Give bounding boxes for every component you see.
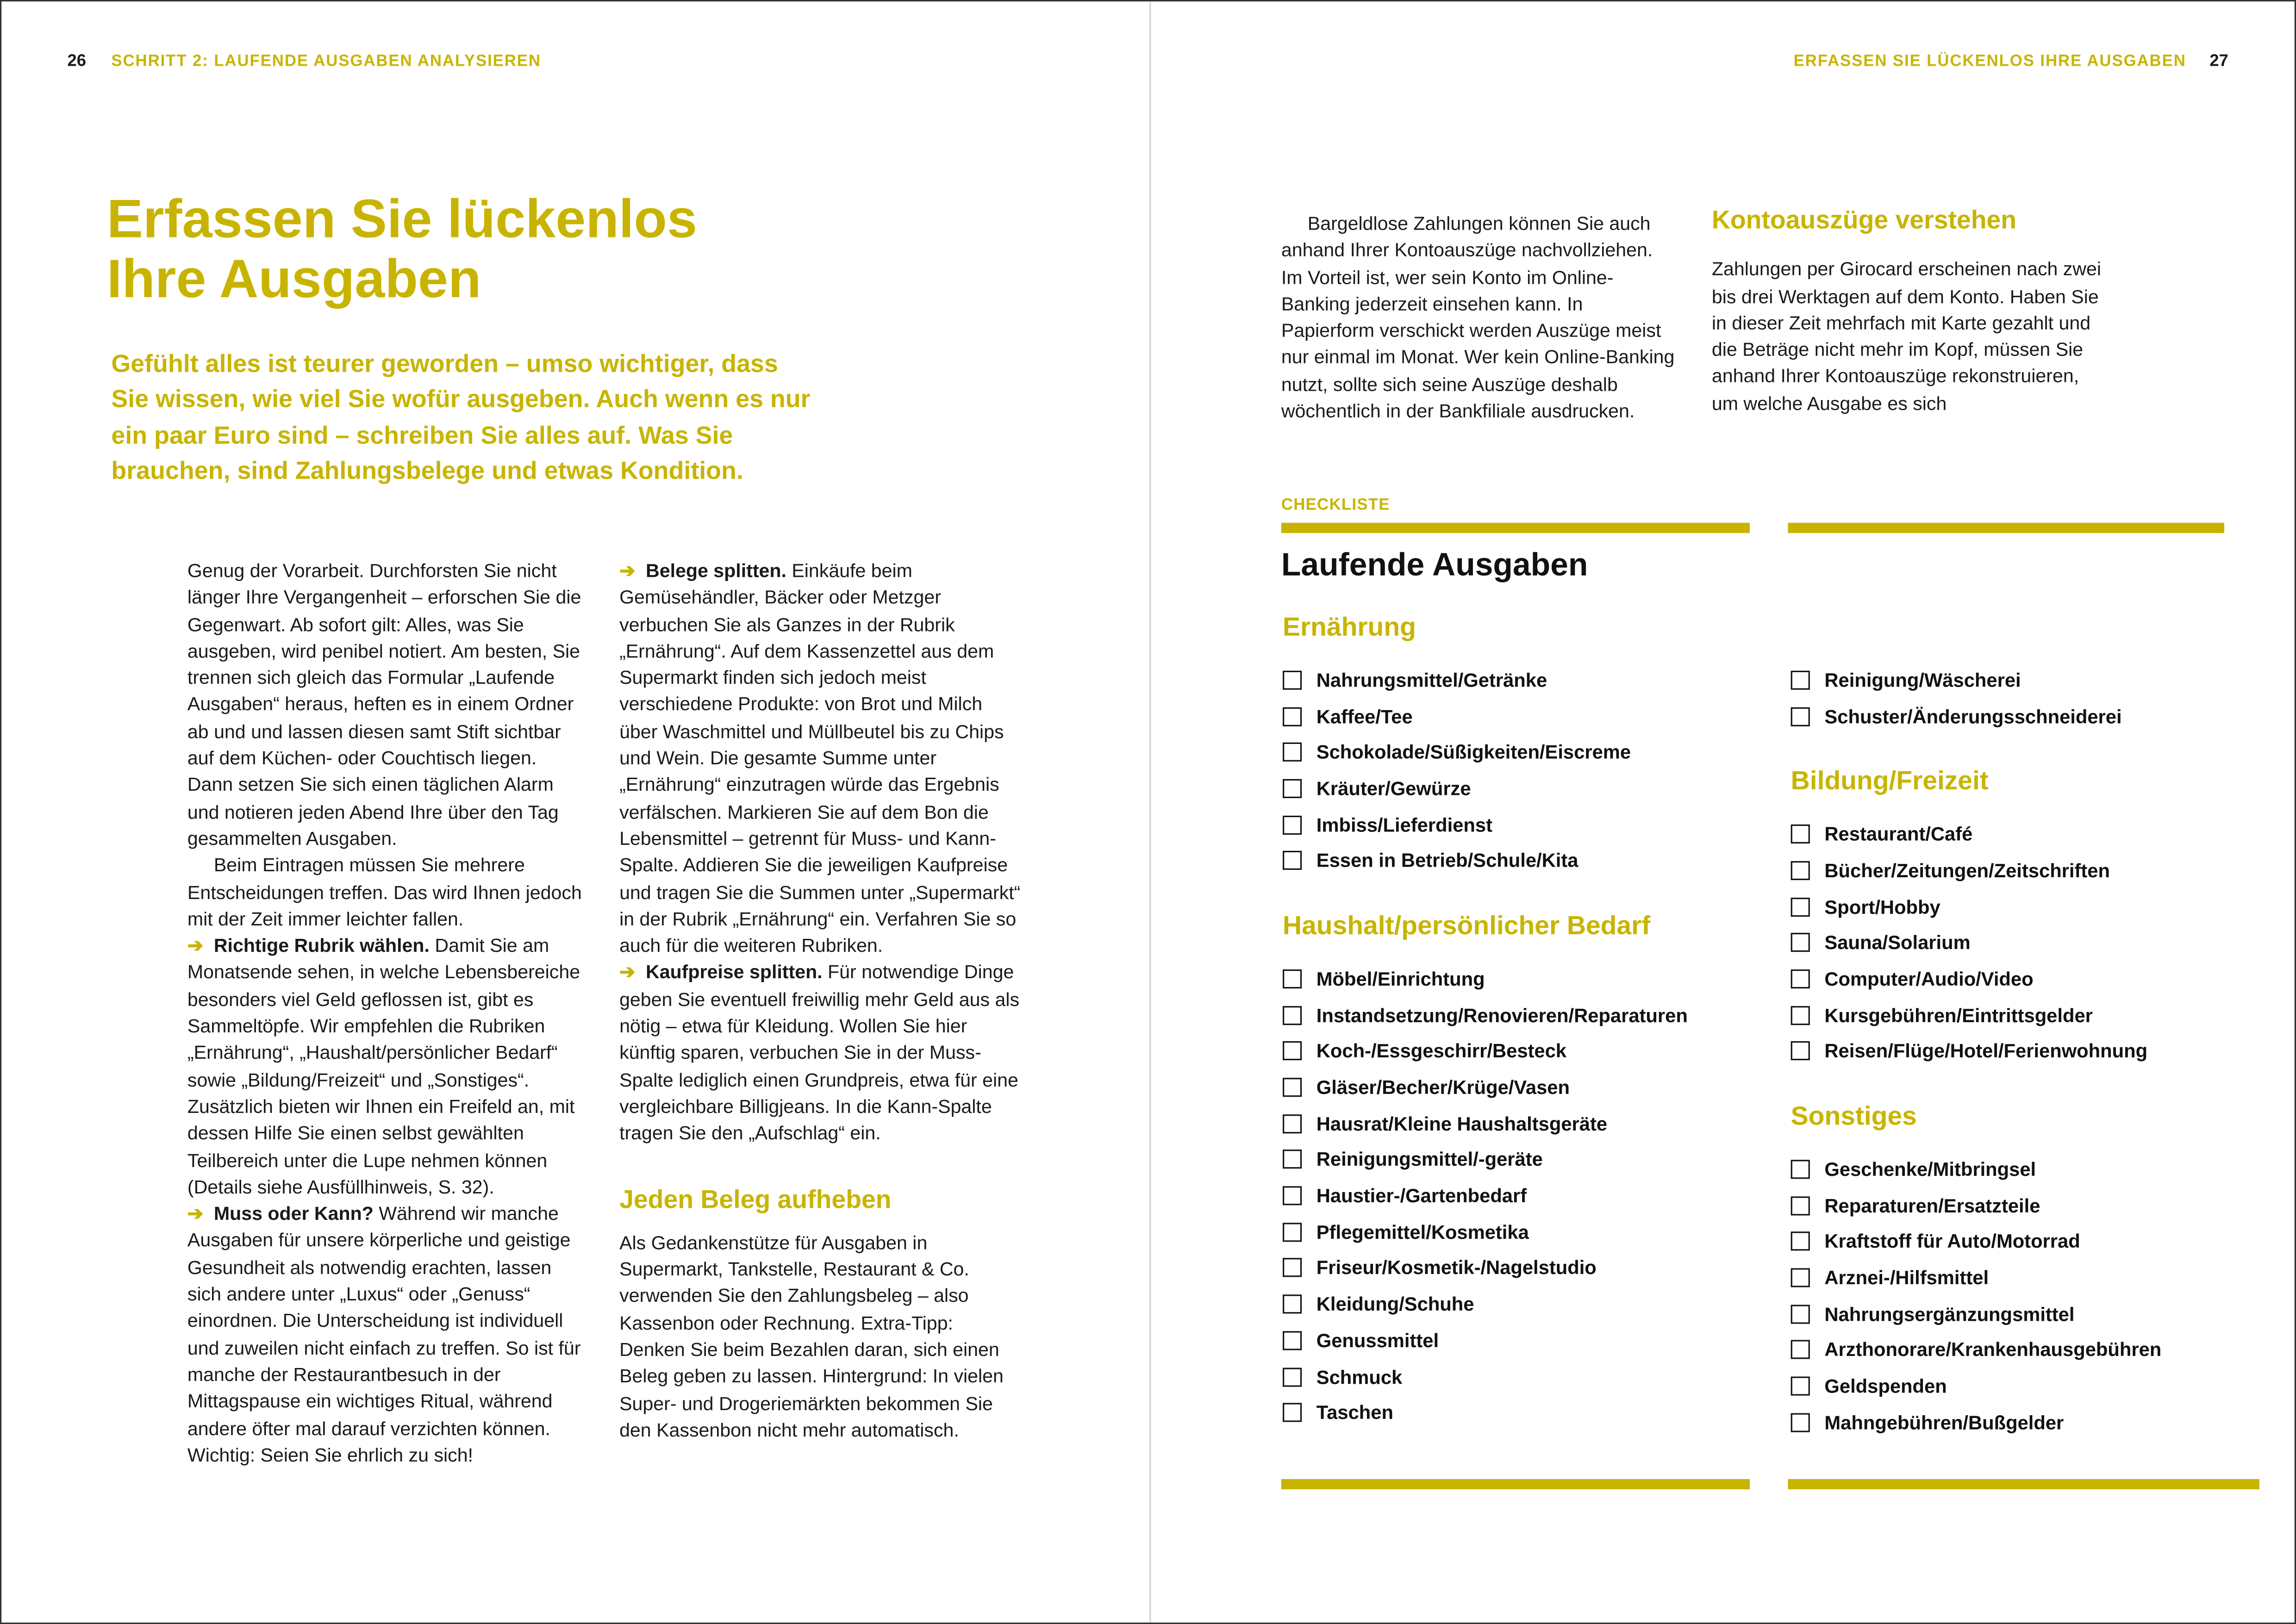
checkbox[interactable] — [1791, 1305, 1810, 1324]
checkbox[interactable] — [1791, 1160, 1810, 1179]
checklist-item-label: Schuster/Änderungsschneiderei — [1824, 705, 2122, 727]
checklist-item-label: Nahrungsergänzungsmittel — [1824, 1303, 2075, 1325]
checklist-item-label: Nahrungsmittel/Getränke — [1316, 669, 1547, 691]
checkbox[interactable] — [1791, 670, 1810, 689]
checklist-item[interactable] — [1283, 1359, 1751, 1395]
checklist-right-column — [1791, 662, 2259, 1473]
checklist-item[interactable] — [1791, 698, 2259, 734]
bullet-text: Für notwendige Dinge geben Sie eventuell freiwillig mehr Geld aus als nötig – etwa für Kleidung. Wollen Sie hier künftig sparen, verbuchen Sie in der Muss-Spalte lediglich einen Grundpreis, etwa für eine vergleichbare Billigjeans. In die Kann-Spalte tragen Sie den „Aufschlag“ ein. — [619, 961, 1020, 1144]
checklist-item-label: Kräuter/Gewürze — [1316, 777, 1471, 800]
checklist-item-label: Arzthonorare/Krankenhausgebühren — [1824, 1339, 2162, 1362]
checklist-item[interactable] — [1791, 1033, 2259, 1069]
checklist-item-label: Restaurant/Café — [1824, 823, 1973, 845]
checklist-item[interactable] — [1283, 662, 1751, 698]
left-column-1 — [187, 558, 586, 1469]
lead-paragraph: Gefühlt alles ist teurer geworden – umso wichtiger, dass Sie wissen, wie viel Sie wofür ausgeben. Auch wenn es nur ein paar Euro sind – schreiben Sie alles auf. Was Sie brauchen, sind Zahlungsbelege und etwas Kondition. — [111, 350, 811, 485]
checkbox[interactable] — [1283, 815, 1302, 834]
running-head-left: SCHRITT 2: LAUFENDE AUSGABEN ANALYSIEREN — [111, 52, 541, 70]
checkbox[interactable] — [1283, 1042, 1302, 1061]
checklist-item-label: Koch-/Essgeschirr/Besteck — [1316, 1040, 1567, 1062]
checklist-group — [1791, 662, 2259, 734]
checklist-item-label: Geldspenden — [1824, 1375, 1947, 1398]
bullet-bold: Kaufpreise splitten. — [646, 961, 823, 983]
arrow-right-icon: ➔ — [619, 559, 636, 581]
bullet-text: Während wir manche Ausgaben für unsere körperliche und geistige Gesundheit als notwendig erachten, lassen sich andere unter „Luxus“ oder „Genuss“ einordnen. Die Unterscheidung ist individuell und zuweilen nicht einfach zu treffen. So ist für manche der Restaurantbesuch in der Mittagspause ein wichtiges Ritual, während andere öfter mal darauf verzichten können. Wichtig: Seien Sie ehrlich zu sich! — [187, 1202, 581, 1466]
checklist-item-label: Möbel/Einrichtung — [1316, 968, 1485, 990]
bullet-muss-oder-kann — [187, 1201, 586, 1469]
bullet-richtige-rubrik — [187, 933, 586, 1201]
checklist-item-label: Pflegemittel/Kosmetika — [1316, 1221, 1529, 1243]
checklist-group — [1283, 911, 1751, 1431]
checkbox[interactable] — [1791, 1413, 1810, 1432]
checklist-item[interactable] — [1791, 1224, 2259, 1260]
bullet-text: Damit Sie am Monatsende sehen, in welche Lebensbereiche besonders viel Geld geflossen ist, gibt es Sammeltöpfe. Wir empfehlen die Rubriken „Ernährung“, „Haushalt/persönlicher Bedarf“ sowie „Bildung/Freizeit“ und „Sonstiges“. Zusätzlich bieten wir Ihnen ein Freifeld an, mit dessen Hilfe Sie einen selbst gewählten Teilbereich unter die Lupe nehmen können (Details siehe Ausfüllhinweis, S. 32). — [187, 934, 580, 1198]
arrow-right-icon: ➔ — [187, 1202, 204, 1224]
checklist-category: Ernährung — [1283, 612, 1416, 642]
checklist-item-label: Sauna/Solarium — [1824, 931, 1971, 954]
checklist-item-label: Instandsetzung/Renovieren/Reparaturen — [1316, 1004, 1688, 1026]
checkbox[interactable] — [1283, 1078, 1302, 1097]
checklist-item[interactable] — [1283, 1286, 1751, 1322]
checklist-item-label: Sport/Hobby — [1824, 895, 1940, 918]
checkbox[interactable] — [1791, 969, 1810, 988]
checkbox[interactable] — [1791, 897, 1810, 916]
checkbox[interactable] — [1791, 1042, 1810, 1061]
checklist-item-label: Gläser/Becher/Krüge/Vasen — [1316, 1076, 1570, 1099]
checklist-item-label: Schokolade/Süßigkeiten/Eiscreme — [1316, 741, 1631, 763]
checklist-item[interactable] — [1283, 1033, 1751, 1069]
checkbox[interactable] — [1791, 933, 1810, 952]
bullet-kaufpreise-splitten — [619, 960, 1023, 1147]
checklist-item-label: Bücher/Zeitungen/Zeitschriften — [1824, 859, 2110, 881]
checkbox[interactable] — [1791, 1341, 1810, 1360]
checklist-item[interactable] — [1791, 888, 2259, 924]
checklist-group — [1283, 612, 1751, 879]
checklist-item[interactable] — [1791, 924, 2259, 961]
paragraph: Genug der Vorarbeit. Durchforsten Sie nicht länger Ihre Vergangenheit – erforschen Sie die Gegenwart. Ab sofort gilt: Alles, was Sie ausgeben, wird penibel notiert. Am besten, Sie trennen sich gleich das Formular „Laufende Ausgaben“ heraus, heften es in einem Ordner ab und und lassen diesen samt Stift sichtbar auf dem Küchen- oder Couchtisch liegen. Dann setzen Sie sich einen täglichen Alarm und notieren jeden Abend Ihre über den Tag gesammelten Ausgaben. — [187, 559, 581, 849]
right-column-2 — [1712, 206, 2110, 418]
paragraph: Beim Eintragen müssen Sie mehrere Entscheidungen treffen. Das wird Ihnen jedoch mit der Zeit immer leichter fallen. — [187, 854, 582, 930]
checklist-item-label: Friseur/Kosmetik-/Nagelstudio — [1316, 1257, 1597, 1280]
checklist-item[interactable] — [1791, 1260, 2259, 1296]
checklist-category: Bildung/Freizeit — [1791, 766, 1989, 796]
checklist-item[interactable] — [1791, 1187, 2259, 1224]
checklist-item-label: Reisen/Flüge/Hotel/Ferienwohnung — [1824, 1040, 2148, 1062]
checkbox[interactable] — [1283, 779, 1302, 798]
checkbox[interactable] — [1283, 1114, 1302, 1133]
checklist-item-label: Kleidung/Schuhe — [1316, 1293, 1474, 1316]
left-column-2 — [619, 558, 1023, 1444]
checklist-item-label: Kaffee/Tee — [1316, 705, 1413, 727]
checklist-label: CHECKLISTE — [1281, 496, 1390, 514]
checkbox[interactable] — [1283, 1259, 1302, 1278]
checklist-item[interactable] — [1791, 1151, 2259, 1187]
checklist-item[interactable] — [1283, 1214, 1751, 1250]
checklist-item[interactable] — [1791, 1296, 2259, 1332]
checklist-group — [1791, 1101, 2259, 1440]
checkbox[interactable] — [1283, 969, 1302, 988]
checklist-item[interactable] — [1791, 1332, 2259, 1368]
checklist-item-label: Imbiss/Lieferdienst — [1316, 813, 1493, 836]
checkbox[interactable] — [1283, 1295, 1302, 1314]
checklist-item[interactable] — [1283, 1178, 1751, 1214]
checklist-bar-top-left — [1281, 523, 1750, 533]
paragraph: Bargeldlose Zahlungen können Sie auch anhand Ihrer Kontoauszüge nachvollziehen. Im Vorteil ist, wer sein Konto im Online-Banking jederzeit einsehen kann. In Papierform verschickt werden Auszüge meist nur einmal im Monat. Wer kein Online-Banking nutzt, sollte sich seine Auszüge deshalb wöchentlich in der Bankfiliale ausdrucken. — [1281, 212, 1675, 422]
checklist-item-label: Mahngebühren/Bußgelder — [1824, 1411, 2064, 1434]
page-number-left: 26 — [67, 52, 86, 70]
bullet-bold: Belege splitten. — [646, 559, 786, 581]
checklist-item[interactable] — [1791, 662, 2259, 698]
checklist-title: Laufende Ausgaben — [1281, 546, 1588, 583]
checklist-item-label: Reparaturen/Ersatzteile — [1824, 1194, 2040, 1217]
checklist-item-label: Geschenke/Mitbringsel — [1824, 1158, 2036, 1181]
checklist-item-label: Kraftstoff für Auto/Motorrad — [1824, 1230, 2080, 1253]
checklist-bar-bottom-left — [1281, 1479, 1750, 1489]
checklist-item-label: Taschen — [1316, 1401, 1393, 1424]
checklist-item[interactable] — [1283, 1250, 1751, 1286]
checklist-item[interactable] — [1791, 1405, 2259, 1441]
checklist-item[interactable] — [1283, 1395, 1751, 1431]
checklist-category: Haushalt/persönlicher Bedarf — [1283, 911, 1651, 941]
checklist-item-label: Genussmittel — [1316, 1329, 1439, 1352]
checkbox[interactable] — [1791, 1006, 1810, 1024]
checklist-item-label: Schmuck — [1316, 1365, 1403, 1388]
checkbox[interactable] — [1791, 1268, 1810, 1287]
checklist-item[interactable] — [1791, 997, 2259, 1033]
checkbox[interactable] — [1283, 1403, 1302, 1422]
checklist-item[interactable] — [1283, 734, 1751, 770]
checklist-item[interactable] — [1283, 806, 1751, 843]
checklist-bar-top-right — [1788, 523, 2224, 533]
checkbox[interactable] — [1283, 1223, 1302, 1242]
running-head-right: ERFASSEN SIE LÜCKENLOS IHRE AUSGABEN — [1793, 52, 2186, 70]
title-line-2: Ihre Ausgaben — [106, 249, 481, 309]
checklist-item[interactable] — [1283, 961, 1751, 997]
checkbox[interactable] — [1283, 1331, 1302, 1350]
section-heading: Kontoauszüge verstehen — [1711, 205, 2017, 235]
page-gutter — [1149, 1, 1151, 1623]
checklist-group — [1791, 767, 2259, 1069]
checklist-bar-bottom-right — [1788, 1479, 2259, 1489]
arrow-right-icon: ➔ — [187, 934, 204, 957]
checkbox[interactable] — [1283, 1150, 1302, 1169]
bullet-text: Einkäufe beim Gemüsehändler, Bäcker oder Metzger verbuchen Sie als Ganzes in der Rubrik „Ernährung“. Auf dem Kassenzettel aus dem Supermarkt finden sich jedoch meist verschiedene Produkte: von Brot und Milch über Waschmittel und Müllbeutel bis zu Chips und Wein. Die gesamte Summe unter „Ernährung“ einzutragen würde das Ergebnis verfälschen. Markieren Sie auf dem Bon die Lebensmittel – getrennt für Muss- und Kann-Spalte. Addieren Sie die jeweiligen Kaufpreise und tragen Sie die Summen unter „Supermarkt“ in der Rubrik „Ernährung“ ein. Verfahren Sie so auch für die weiteren Rubriken. — [619, 559, 1021, 957]
checklist-item[interactable] — [1283, 698, 1751, 734]
bullet-bold: Muss oder Kann? — [213, 1202, 374, 1224]
checklist-item[interactable] — [1283, 1069, 1751, 1106]
paragraph: Als Gedankenstütze für Ausgaben in Supermarkt, Tankstelle, Restaurant & Co. verwenden Sie den Zahlungsbeleg – also Kassenbon oder Rechnung. Extra-Tipp: Denken Sie beim Bezahlen daran, sich einen Beleg geben zu lassen. Hintergrund: In vielen Super- und Drogeriemärkten bekommen Sie den Kassenbon nicht mehr automatisch. — [619, 1231, 1004, 1441]
checklist-item[interactable] — [1791, 961, 2259, 997]
title-line-1: Erfassen Sie lückenlos — [106, 189, 698, 249]
checklist-item[interactable] — [1283, 997, 1751, 1033]
checklist-item-label: Computer/Audio/Video — [1824, 968, 2034, 990]
checklist-item-label: Hausrat/Kleine Haushaltsgeräte — [1316, 1112, 1608, 1135]
checklist-item[interactable] — [1283, 770, 1751, 806]
checklist-item[interactable] — [1283, 843, 1751, 879]
checkbox[interactable] — [1791, 1232, 1810, 1251]
checklist-item[interactable] — [1791, 816, 2259, 852]
checklist-item-label: Kursgebühren/Eintrittsgelder — [1824, 1004, 2093, 1026]
checklist-item[interactable] — [1791, 852, 2259, 888]
paragraph: Zahlungen per Girocard erscheinen nach zwei bis drei Werktagen auf dem Konto. Haben Sie in dieser Zeit mehrfach mit Karte gezahlt und die Beträge nicht mehr im Kopf, müssen Sie anhand Ihrer Kontoauszüge rekonstruieren, um welche Ausgabe es sich — [1711, 258, 2102, 414]
checkbox[interactable] — [1283, 1006, 1302, 1024]
section-heading: Jeden Beleg aufheben — [619, 1184, 892, 1213]
checkbox[interactable] — [1791, 1377, 1810, 1396]
checkbox[interactable] — [1283, 851, 1302, 870]
checkbox[interactable] — [1283, 743, 1302, 762]
checkbox[interactable] — [1283, 1187, 1302, 1206]
checkbox[interactable] — [1791, 825, 1810, 844]
checklist-item-label: Reinigung/Wäscherei — [1824, 669, 2021, 691]
checkbox[interactable] — [1791, 861, 1810, 880]
checkbox[interactable] — [1283, 670, 1302, 689]
checkbox[interactable] — [1283, 706, 1302, 725]
checklist-item[interactable] — [1791, 1368, 2259, 1404]
checklist-item[interactable] — [1283, 1142, 1751, 1178]
checklist-item-label: Essen in Betrieb/Schule/Kita — [1316, 849, 1578, 872]
checkbox[interactable] — [1791, 706, 1810, 725]
bullet-bold: Richtige Rubrik wählen. — [213, 934, 430, 957]
checklist-item-label: Haustier-/Gartenbedarf — [1316, 1185, 1527, 1207]
checklist-item-label: Reinigungsmittel/-geräte — [1316, 1149, 1543, 1171]
right-column-1 — [1281, 211, 1677, 425]
checklist-item[interactable] — [1283, 1106, 1751, 1142]
checklist-category: Sonstiges — [1791, 1101, 1917, 1131]
checkbox[interactable] — [1283, 1367, 1302, 1386]
checkbox[interactable] — [1791, 1196, 1810, 1215]
arrow-right-icon: ➔ — [619, 961, 636, 983]
checklist-left-column — [1283, 612, 1751, 1463]
page-title — [107, 189, 697, 309]
bullet-belege-splitten — [619, 558, 1023, 960]
checklist-item[interactable] — [1283, 1322, 1751, 1358]
checklist-item-label: Arznei-/Hilfsmittel — [1824, 1267, 1989, 1289]
page-number-right: 27 — [2209, 52, 2228, 70]
